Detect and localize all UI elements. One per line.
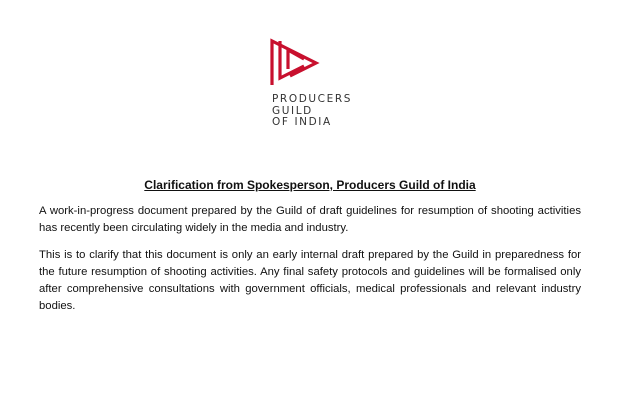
org-name-line-1: PRODUCERS — [272, 93, 352, 105]
paragraph-2: This is to clarify that this document is only an early internal draft prepared by the Guild in preparedness for the future resumption of shooting activities. Any final safety protocols and guidelines will be formalised only after comprehensive consultations with government officials, medical professionals and relevant industry bodies. — [39, 249, 581, 312]
paragraph-1: A work-in-progress document prepared by the Guild of draft guidelines for resumption of shooting activities has recently been circulating widely in the media and industry. — [39, 205, 581, 234]
org-name-line-3: OF INDIA — [272, 116, 332, 128]
org-name-lockup — [272, 94, 352, 129]
document-heading: Clarification from Spokesperson, Producers Guild of India — [144, 178, 476, 192]
producers-guild-logo-icon — [270, 38, 322, 88]
org-name-line-2: GUILD — [272, 104, 313, 117]
